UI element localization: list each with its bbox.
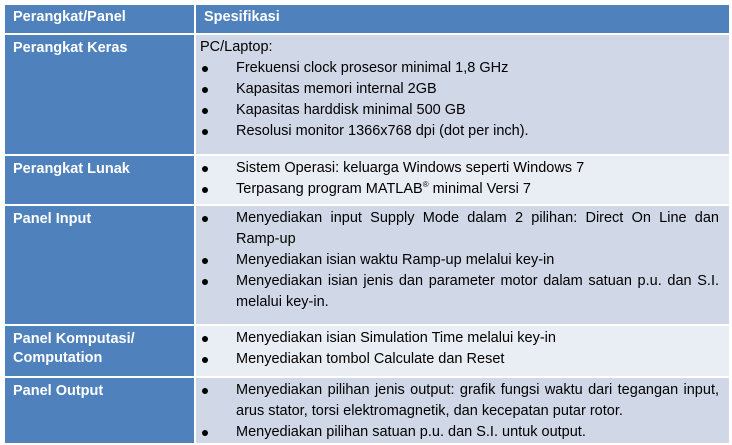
list-item <box>200 328 719 349</box>
item-text: Menyediakan pilihan satuan p.u. dan S.I. untuk output. <box>236 424 586 440</box>
list-item <box>200 158 719 179</box>
bullet-icon <box>202 66 208 72</box>
item-text: Menyediakan input Supply Mode dalam 2 pilihan: Direct On Line dan Ramp-up <box>236 210 719 247</box>
item-text: Menyediakan pilihan jenis output: grafik fungsi waktu dari tegangan input, arus stator, torsi elektromagnetik, dan kecepatan putar rotor. <box>236 382 719 419</box>
item-text: Kapasitas memori internal 2GB <box>236 81 437 97</box>
row-content <box>195 155 730 205</box>
bullet-icon <box>202 430 208 436</box>
header-row <box>4 4 730 34</box>
table-row-hardware <box>4 34 730 155</box>
row-label: Panel Komputasi/ Computation <box>4 325 195 377</box>
bullet-icon <box>202 166 208 172</box>
table-row-output-panel <box>4 377 730 444</box>
list-item <box>200 349 719 370</box>
row-content <box>195 325 730 377</box>
item-text: Terpasang program MATLAB <box>236 181 423 197</box>
bullet-icon <box>202 129 208 135</box>
item-text: Menyediakan isian jenis dan parameter motor dalam satuan p.u. dan S.I. melalui key-in. <box>236 273 719 310</box>
item-text: Kapasitas harddisk minimal 500 GB <box>236 102 466 118</box>
table-row-input-panel <box>4 205 730 325</box>
list-item <box>200 100 719 121</box>
list-item <box>200 121 719 142</box>
row-label: Perangkat Lunak <box>4 155 195 205</box>
intro-text: PC/Laptop: <box>200 39 273 55</box>
bullet-icon <box>202 279 208 285</box>
item-text: minimal Versi 7 <box>428 181 531 197</box>
item-text: Resolusi monitor 1366x768 dpi (dot per inch). <box>236 123 529 139</box>
item-text: Sistem Operasi: keluarga Windows seperti Windows 7 <box>236 160 585 176</box>
list-item <box>200 208 719 250</box>
table-row-software <box>4 155 730 205</box>
item-text: Menyediakan isian Simulation Time melalui key-in <box>236 330 556 346</box>
registered-mark: ® <box>422 180 429 190</box>
bullet-icon <box>202 87 208 93</box>
list-item <box>200 79 719 100</box>
item-text: Menyediakan isian waktu Ramp-up melalui key-in <box>236 252 555 268</box>
bullet-icon <box>202 388 208 394</box>
bullet-icon <box>202 108 208 114</box>
table-row-computation-panel <box>4 325 730 377</box>
list-item <box>200 250 719 271</box>
bullet-icon <box>202 187 208 193</box>
row-content <box>195 34 730 155</box>
row-label: Panel Input <box>4 205 195 325</box>
list-item <box>200 380 719 422</box>
bullet-icon <box>202 357 208 363</box>
row-content <box>195 377 730 444</box>
bullet-icon <box>202 216 208 222</box>
list-item <box>200 179 719 200</box>
item-text: Frekuensi clock prosesor minimal 1,8 GHz <box>236 60 509 76</box>
row-content <box>195 205 730 325</box>
spec-table <box>3 3 731 445</box>
header-device: Perangkat/Panel <box>4 4 195 34</box>
row-label: Panel Output <box>4 377 195 444</box>
header-spec: Spesifikasi <box>195 4 730 34</box>
item-text: Menyediakan tombol Calculate dan Reset <box>236 351 505 367</box>
bullet-icon <box>202 336 208 342</box>
row-label: Perangkat Keras <box>4 34 195 155</box>
list-item <box>200 58 719 79</box>
bullet-icon <box>202 258 208 264</box>
list-item <box>200 271 719 313</box>
